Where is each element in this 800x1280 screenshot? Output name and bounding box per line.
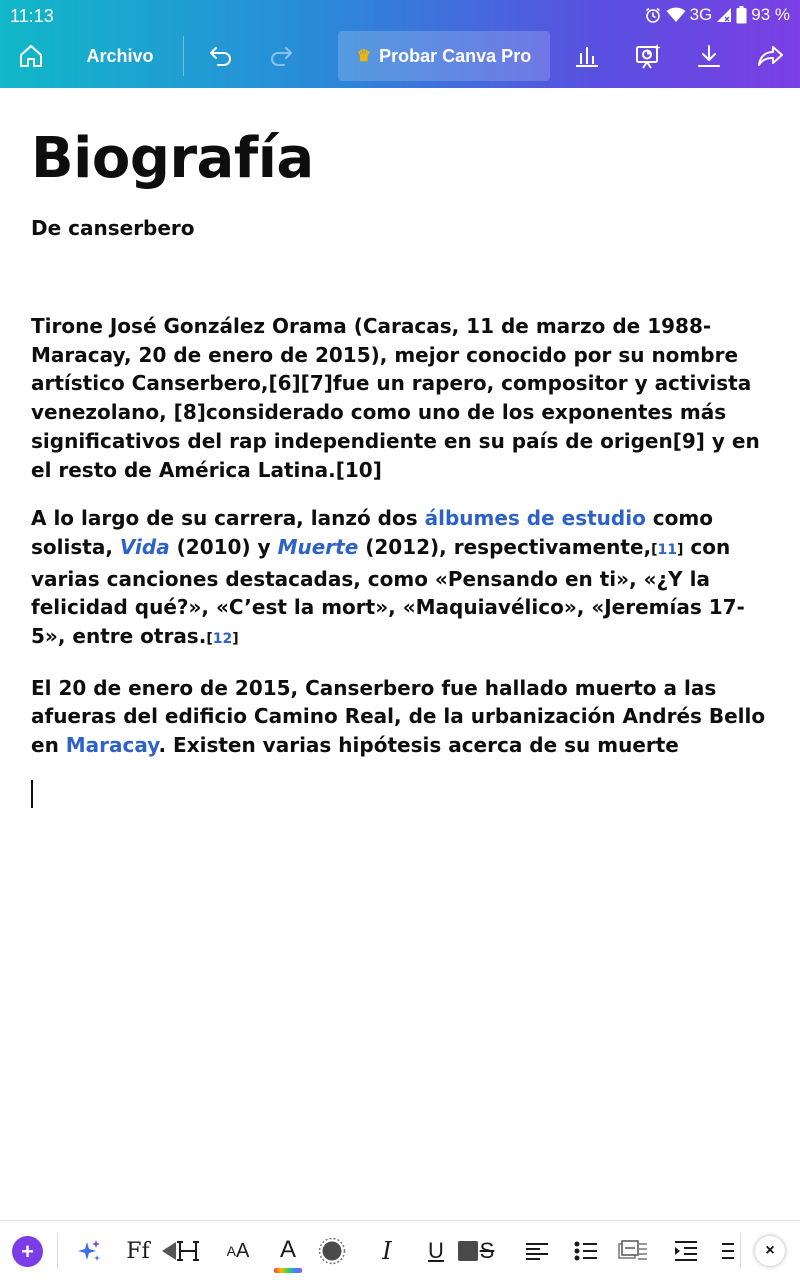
editor-toolbar — [0, 30, 800, 84]
paragraph-2-text: A lo largo de su carrera, lanzó dos — [31, 506, 425, 531]
try-pro-label: Probar Canva Pro — [379, 45, 532, 66]
document-subtitle[interactable]: De canserbero — [31, 216, 195, 240]
indent-icon — [673, 1239, 699, 1263]
paragraph-1[interactable]: Tirone José González Orama (Caracas, 11 de marzo de 1988-Maracay, 20 de enero de 2015), mejor conocido por su nombre artístico Canserbero,[6][7]fue un rapero, compositor y activista venezolano, [8]considerado como uno de los exponentes más significativos del rap independiente en su país de origen[9] y en el resto de América Latina.[10] — [31, 314, 760, 482]
list-more-button[interactable] — [718, 1221, 738, 1280]
paragraph-3[interactable] — [31, 674, 771, 760]
paragraph-3-text: El 20 de enero de 2015, Canserbero fue hallado muerto a las afueras del edificio Camino Real, de la urbanización Andrés Bello en — [31, 675, 766, 758]
align-left-icon — [524, 1240, 550, 1262]
link-album-muerte[interactable]: Muerte — [277, 534, 359, 559]
present-button[interactable] — [627, 30, 669, 82]
bullet-list-icon — [573, 1240, 599, 1262]
paragraph-3-text: . Existen varias hipótesis acerca de su muerte — [158, 733, 679, 758]
magic-write-button[interactable] — [72, 1221, 106, 1280]
paragraph-2-text: como solista, — [31, 506, 713, 559]
document-title[interactable]: Biografía — [31, 126, 314, 191]
text-color-icon — [274, 1229, 302, 1273]
heading-icon — [158, 1239, 200, 1263]
link-album-vida[interactable]: Vida — [119, 534, 170, 559]
fill-square-icon — [458, 1241, 478, 1261]
align-left-button[interactable] — [522, 1221, 552, 1280]
status-bar — [0, 0, 800, 32]
italic-button[interactable]: I — [382, 1237, 392, 1265]
battery-icon — [736, 6, 747, 24]
spacing-button[interactable] — [614, 1221, 650, 1280]
wifi-icon — [666, 7, 686, 23]
status-time: 11:13 — [10, 6, 54, 26]
redo-button[interactable] — [260, 30, 302, 82]
signal-icon — [716, 7, 732, 23]
crown-icon: ♛ — [356, 48, 372, 65]
undo-button[interactable] — [200, 30, 242, 82]
strikethrough-label: S — [479, 1238, 495, 1263]
color-swatch-bar — [274, 1268, 302, 1273]
spacing-icon — [616, 1238, 648, 1264]
underline-button[interactable]: U — [428, 1238, 444, 1263]
status-icons — [644, 5, 790, 25]
indent-button[interactable] — [670, 1221, 702, 1280]
paragraph-2-text: (2010) y — [169, 534, 278, 559]
close-format-bar-button[interactable]: × — [755, 1236, 785, 1266]
reference-11-link[interactable]: 11 — [657, 541, 678, 558]
present-icon — [634, 42, 662, 70]
format-divider — [57, 1233, 58, 1269]
add-element-button[interactable]: + — [12, 1236, 43, 1267]
sparkle-icon — [76, 1238, 102, 1264]
battery-level: 93 % — [751, 5, 790, 24]
font-button[interactable]: Ff — [126, 1238, 150, 1264]
link-maracay[interactable]: Maracay — [65, 733, 159, 758]
home-icon — [18, 43, 44, 69]
alarm-icon — [644, 6, 662, 24]
heading-button[interactable] — [156, 1221, 202, 1280]
app-header — [0, 0, 800, 88]
file-menu-button[interactable]: Archivo — [86, 45, 154, 66]
share-button[interactable] — [750, 30, 792, 82]
paragraph-2-text: con varias canciones destacadas, como «Pensando en ti», «¿Y la felicidad qué?», «C’est la mort», «Maquiavélico», «Jeremías 17-5», entre otras. — [31, 534, 745, 649]
list-icon — [720, 1240, 736, 1262]
link-studio-albums[interactable]: álbumes de estudio — [424, 506, 646, 531]
network-type: 3G — [689, 5, 713, 24]
text-color-label: A — [279, 1236, 296, 1263]
reference-bracket: [ — [206, 631, 213, 648]
text-cursor — [31, 780, 33, 808]
download-icon — [696, 43, 722, 69]
redo-icon — [267, 44, 295, 68]
highlight-circle-icon — [317, 1236, 347, 1266]
undo-icon — [207, 44, 235, 68]
reference-bracket: [ — [651, 541, 658, 558]
home-button[interactable] — [10, 30, 52, 82]
document-canvas[interactable] — [31, 120, 771, 808]
reference-bracket: ] — [677, 541, 684, 558]
try-pro-button[interactable] — [338, 31, 550, 81]
highlight-button[interactable] — [314, 1221, 350, 1280]
format-divider — [740, 1233, 741, 1269]
paragraph-2[interactable] — [31, 504, 771, 654]
text-size-button[interactable] — [219, 1221, 257, 1280]
text-size-small-a: A — [226, 1243, 236, 1259]
reference-bracket: ] — [232, 631, 239, 648]
text-size-large-a: A — [236, 1239, 250, 1262]
bullet-list-button[interactable] — [570, 1221, 602, 1280]
reference-12-link[interactable]: 12 — [212, 631, 233, 648]
toolbar-divider — [183, 36, 184, 76]
chart-icon — [574, 44, 600, 68]
share-icon — [757, 44, 785, 68]
paragraph-2-text: (2012), respectivamente, — [358, 534, 652, 559]
chart-button[interactable] — [566, 30, 608, 82]
format-toolbar — [0, 1220, 800, 1280]
strikethrough-button[interactable] — [455, 1221, 497, 1280]
download-button[interactable] — [688, 30, 730, 82]
text-color-button[interactable] — [272, 1221, 304, 1280]
